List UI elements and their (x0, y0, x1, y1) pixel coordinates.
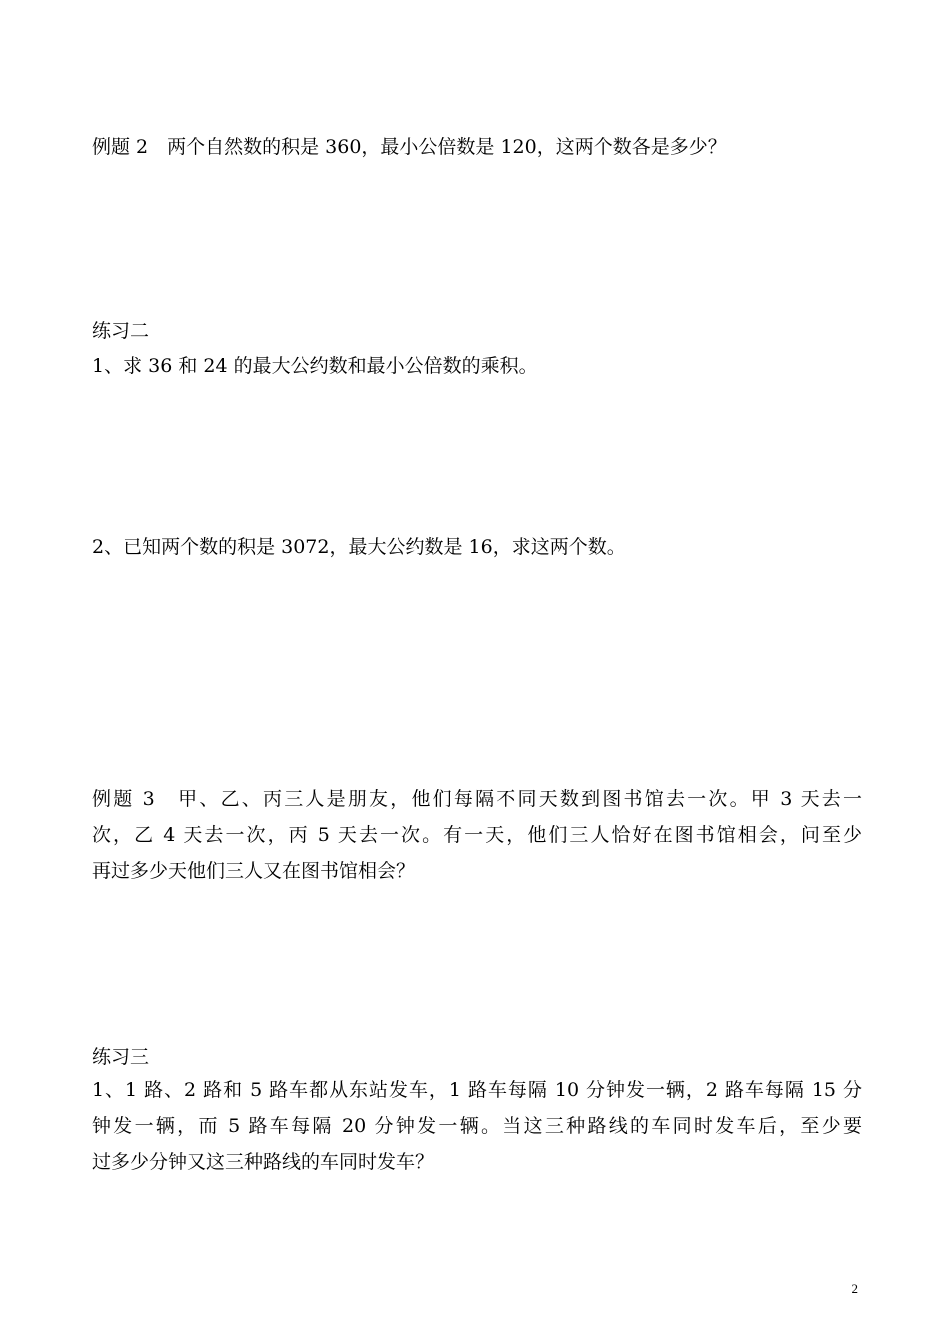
practice-3-question-1-line-2: 钟发一辆，而 5 路车每隔 20 分钟发一辆。当这三种路线的车同时发车后，至少要 (92, 1115, 862, 1137)
example-3-line-2: 次，乙 4 天去一次，丙 5 天去一次。有一天，他们三人恰好在图书馆相会，问至少 (92, 824, 862, 846)
practice-3-question-1-line-3: 过多少分钟又这三种路线的车同时发车？ (92, 1151, 435, 1173)
practice-2-title-text: 练习二 (92, 320, 150, 342)
practice-2-question-1 (92, 348, 862, 384)
example-3-line-3: 再过多少天他们三人又在图书馆相会？ (92, 860, 416, 882)
practice-3-title-text: 练习三 (92, 1046, 150, 1068)
practice-2-question-2-text: 2、已知两个数的积是 3072，最大公约数是 16，求这两个数。 (92, 536, 626, 558)
example-2-text: 例题 2 两个自然数的积是 360，最小公倍数是 120，这两个数各是多少？ (92, 136, 727, 158)
page-number: 2 (851, 1281, 858, 1296)
example-3-line-1: 例题 3 甲、乙、丙三人是朋友，他们每隔不同天数到图书馆去一次。甲 3 天去一 (92, 788, 862, 810)
practice-3-question-1 (92, 1072, 862, 1180)
practice-2-question-1-text: 1、求 36 和 24 的最大公约数和最小公倍数的乘积。 (92, 355, 538, 377)
practice-3-title (92, 1039, 862, 1075)
practice-2-title (92, 313, 862, 349)
practice-2-question-2 (92, 529, 862, 565)
example-3 (92, 781, 862, 889)
practice-3-question-1-line-1: 1、1 路、2 路和 5 路车都从东站发车，1 路车每隔 10 分钟发一辆，2 路车每隔 15 分 (92, 1079, 862, 1101)
example-2 (92, 129, 862, 165)
